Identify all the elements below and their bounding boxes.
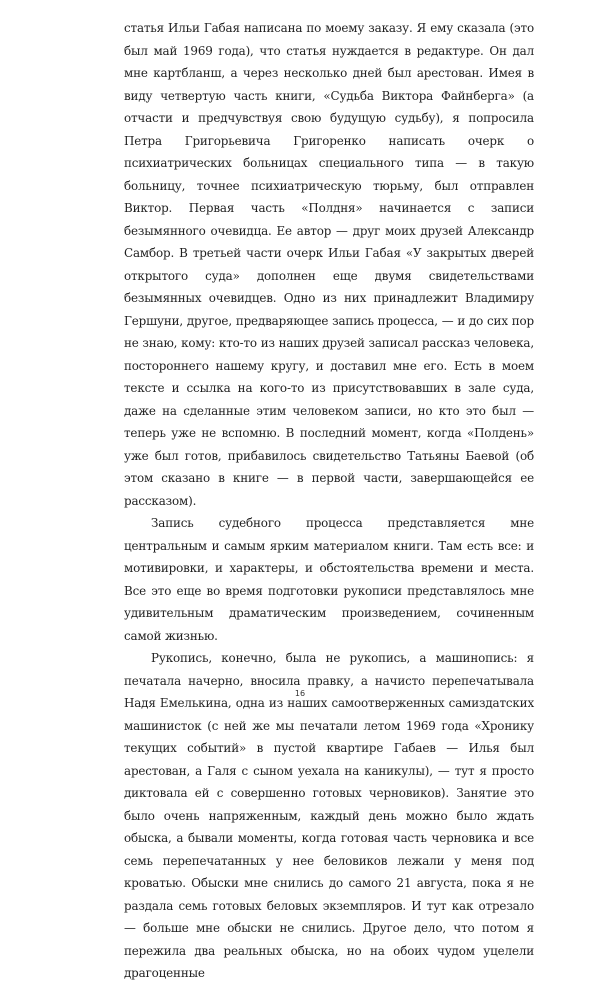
page-number: 16 — [294, 689, 306, 698]
paragraph-2: Запись судебного процесса представляется мне центральным и самым ярким материалом книги. Там есть все: и мотивировки, и характеры, и обстоятельства времени и места. Все это еще во время подготовки рукописи представлялось мне удивительным драматическим произведением, сочиненным самой жизнью. — [124, 516, 534, 643]
paragraph-3: Рукопись, конечно, была не рукопись, а машинопись: я печатала начерно, вносила правку, а начисто перепечатывала Надя Емелькина, одна из наших самоотверженных самиздатских машинисток (с ней же мы печатали летом 1969 года «Хронику текущих событий» в пустой квартире Габаев — Илья был арестован, а Галя с сыном уехала на каникулы), — тут я просто диктовала ей с совершенно готовых черновиков). Занятие это было очень напряженным, каждый день можно было ждать обыска, а бывали моменты, когда готовая часть черновика и все семь перепечатанных у нее беловиков лежали у меня под кроватью. Обыски мне снились до самого 21 августа, пока я не раздала семь готовых беловых экземпляров. И тут как отрезало — больше мне обыски не снились. Другое дело, что потом я пережила два реальных обыска, но на обоих чудом уцелели драгоценные — [124, 651, 534, 980]
paragraph-1: статья Ильи Габая написана по моему заказу. Я ему сказала (это был май 1969 года), что статья нуждается в редактуре. Он дал мне картбланш, а через несколько дней был арестован. Имея в виду четвертую часть книги, «Судьба Виктора Файнберга» (а отчасти и предчувствуя свою будущую судьбу), я попросила Петра Григорьевича Григоренко написать очерк о психиатрических больницах специального типа — в такую больницу, точнее психиатрическую тюрьму, был отправлен Виктор. Первая часть «Полдня» начинается с записи безымянного очевидца. Ее автор — друг моих друзей Александр Самбор. В третьей части очерк Ильи Габая «У закрытых дверей открытого суда» дополнен еще двумя свидетельствами безымянных очевидцев. Одно из них принадлежит Владимиру Гершуни, другое, предваряющее запись процесса, — и до сих пор не знаю, кому: кто-то из наших друзей записал рассказ человека, постороннего нашему кругу, и доставил мне его. Есть в моем тексте и ссылка на кого-то из присутствовавших в зале суда, даже на сделанные этим человеком записи, но кто это был — теперь уже не вспомню. В последний момент, когда «Полдень» уже был готов, прибавилось свидетельство Татьяны Баевой (об этом сказано в книге — в первой части, завершающейся ее рассказом). — [124, 21, 534, 508]
